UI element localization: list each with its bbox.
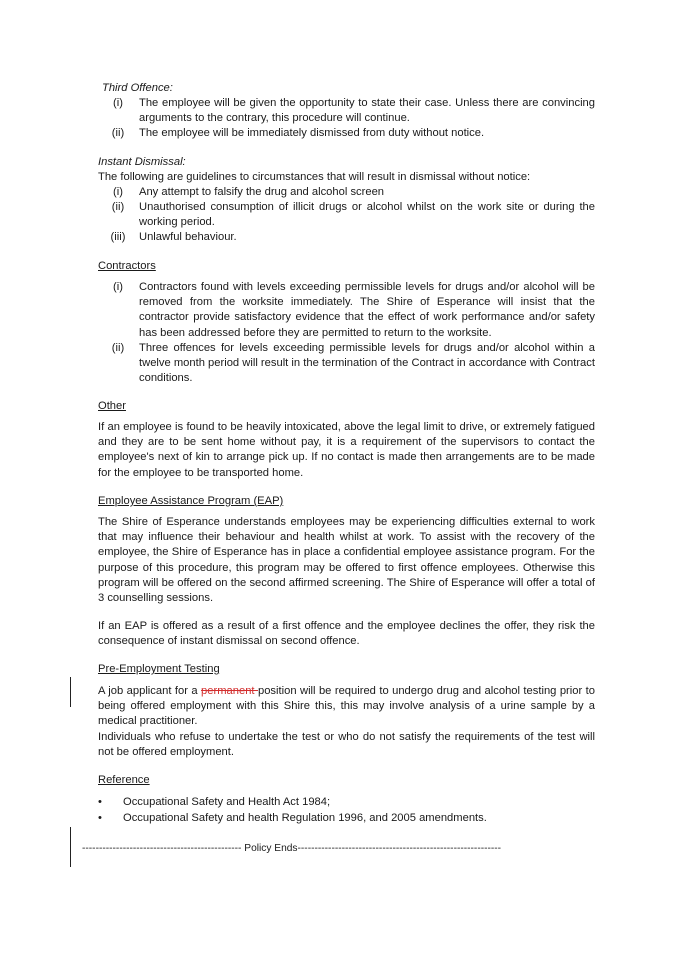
dashes-right: ------------------------------------------------------------ [297, 843, 502, 854]
instant-dismissal-heading: Instant Dismissal: [98, 156, 186, 168]
reference-heading: Reference [98, 774, 150, 786]
dashes-left: ----------------------------------------------- [82, 843, 242, 854]
pre-employment-paragraph-1 [98, 684, 595, 730]
item-text: Any attempt to falsify the drug and alcohol screen [139, 186, 385, 198]
eap-heading: Employee Assistance Program (EAP) [98, 495, 284, 507]
other-paragraph: If an employee is found to be heavily intoxicated, above the legal limit to drive, or extremely fatigued and they are to be sent home without pay, it is a requirement of the supervisors to contact the employee's next of kin to arrange pick up. If no contact is made then arrangements are to be made for the employee to be transported home. [98, 421, 595, 479]
item-number: (ii) [111, 342, 125, 354]
contractors-heading: Contractors [98, 260, 156, 272]
bullet: • [98, 812, 102, 824]
item-text: The employee will be given the opportunity to state their case. Unless there are convincing arguments to the contrary, this procedure will continue. [139, 97, 595, 125]
instant-dismissal-intro: The following are guidelines to circumstances that will result in dismissal without notice: [98, 171, 531, 183]
item-number: (i) [113, 281, 123, 293]
item-text: Occupational Safety and health Regulation 1996, and 2005 amendments. [123, 812, 487, 824]
item-text: Unlawful behaviour. [139, 231, 237, 243]
pre-employment-paragraph-2: Individuals who refuse to undertake the test or who do not satisfy the requirements of the test will not be offered employment. [98, 731, 595, 759]
change-bar [70, 827, 71, 867]
item-number: (i) [113, 97, 123, 109]
eap-paragraph-1: The Shire of Esperance understands employees may be experiencing difficulties external to work that may influence their behaviour and health whilst at work. To assist with the recovery of the employee, the Shire of Esperance has in place a confidential employee assistance program. For the purpose of this procedure, this program may be offered to first offence employees. Otherwise this program will be offered on the second affirmed screening. The Shire of Esperance will offer a total of 3 counselling sessions. [98, 516, 595, 605]
pre-employment-heading: Pre-Employment Testing [98, 663, 220, 675]
item-number: (i) [113, 186, 123, 198]
policy-ends-line [82, 842, 562, 856]
policy-ends-label: Policy Ends [241, 843, 298, 854]
eap-paragraph-2: If an EAP is offered as a result of a first offence and the employee declines the offer, they risk the consequence of instant dismissal on second offence. [98, 620, 595, 648]
item-text: Contractors found with levels exceeding permissible levels for drugs and/or alcohol will be removed from the worksite immediately. The Shire of Esperance will insist that the contractor provide satisfactory evidence that the effect of work performance and/or safety has been addressed before they are permitted to return to the worksite. [139, 281, 595, 339]
other-heading: Other [98, 400, 126, 412]
item-text: Unauthorised consumption of illicit drugs or alcohol whilst on the work site or during the working period. [139, 201, 595, 229]
item-number: (ii) [111, 127, 125, 139]
item-number: (ii) [111, 201, 125, 213]
item-text: Occupational Safety and Health Act 1984; [123, 796, 331, 808]
item-text: The employee will be immediately dismissed from duty without notice. [139, 127, 485, 139]
bullet: • [98, 796, 102, 808]
third-offence-heading: Third Offence: [102, 82, 173, 94]
item-text: Three offences for levels exceeding permissible levels for drugs and/or alcohol within a twelve month period will result in the termination of the Contract in accordance with Contract conditions. [139, 342, 595, 385]
change-bar [70, 677, 71, 707]
deleted-text: permanent [201, 685, 258, 697]
item-number: (iii) [110, 231, 126, 243]
text-run: position will be required to undergo drug and alcohol testing prior to being offered employment with this Shire this, this may involve analysis of a urine sample by a medical practitioner. [98, 685, 595, 728]
text-run: A job applicant for a [98, 685, 202, 697]
